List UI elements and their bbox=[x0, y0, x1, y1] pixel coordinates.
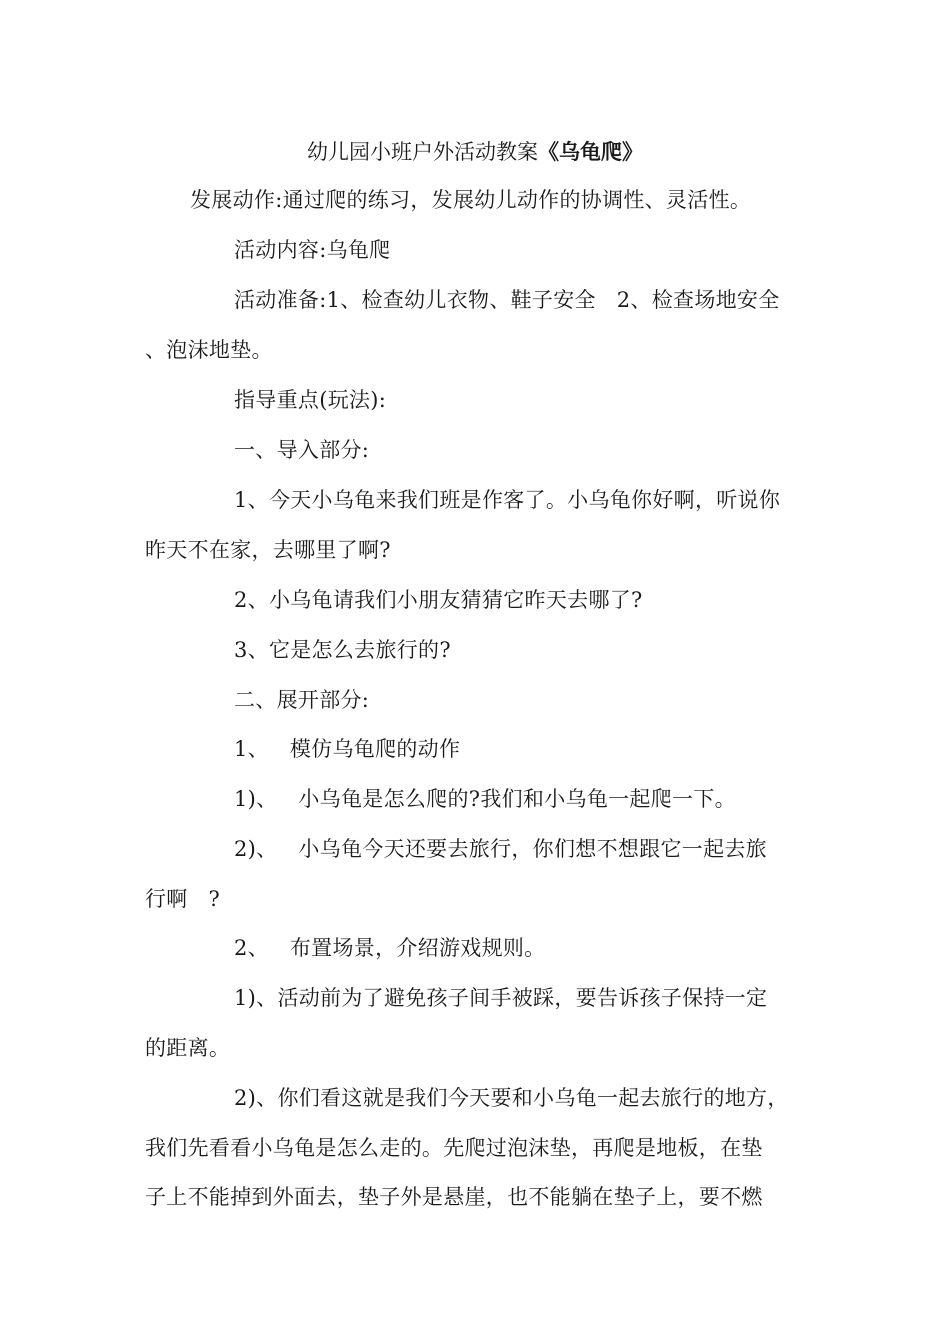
paragraph-line: 昨天不在家，去哪里了啊? bbox=[145, 538, 391, 562]
paragraph-line: 、泡沫地垫。 bbox=[145, 338, 273, 362]
paragraph-line: 指导重点(玩法): bbox=[234, 388, 387, 412]
paragraph-line: 活动内容:乌龟爬 bbox=[234, 238, 391, 262]
paragraph-line: 3、它是怎么去旅行的? bbox=[234, 638, 451, 662]
title-emphasis: 《乌龟爬》 bbox=[538, 139, 643, 164]
paragraph-line: 活动准备:1、检查幼儿衣物、鞋子安全 2、检查场地安全 bbox=[234, 288, 780, 312]
paragraph-line: 1)、活动前为了避免孩子间手被踩，要告诉孩子保持一定 bbox=[234, 986, 768, 1010]
paragraph-line: 我们先看看小乌龟是怎么走的。先爬过泡沫垫，再爬是地板，在垫 bbox=[145, 1136, 763, 1160]
paragraph-line: 1)、 小乌龟是怎么爬的?我们和小乌龟一起爬一下。 bbox=[234, 787, 736, 811]
paragraph-line: 二、展开部分: bbox=[234, 688, 370, 712]
paragraph-line: 一、导入部分: bbox=[234, 438, 370, 462]
paragraph-line: 子上不能掉到外面去，垫子外是悬崖，也不能躺在垫子上，要不燃 bbox=[145, 1185, 763, 1209]
paragraph-line: 的距离。 bbox=[145, 1036, 231, 1060]
document-title bbox=[0, 136, 950, 168]
paragraph-line: 1、 模仿乌龟爬的动作 bbox=[234, 737, 461, 761]
paragraph-line: 行啊 ? bbox=[145, 887, 221, 911]
paragraph-line: 2、小乌龟请我们小朋友猜猜它昨天去哪了? bbox=[234, 588, 643, 612]
paragraph-line: 发展动作:通过爬的练习，发展幼儿动作的协调性、灵活性。 bbox=[190, 188, 752, 212]
paragraph-line: 2、 布置场景，介绍游戏规则。 bbox=[234, 936, 546, 960]
paragraph-line: 1、今天小乌龟来我们班是作客了。小乌龟你好啊，听说你 bbox=[234, 488, 781, 512]
paragraph-line: 2)、 小乌龟今天还要去旅行，你们想不想跟它一起去旅 bbox=[234, 837, 767, 861]
paragraph-line: 2)、你们看这就是我们今天要和小乌龟一起去旅行的地方， bbox=[234, 1086, 789, 1110]
title-main: 幼儿园小班户外活动教案 bbox=[307, 140, 538, 164]
